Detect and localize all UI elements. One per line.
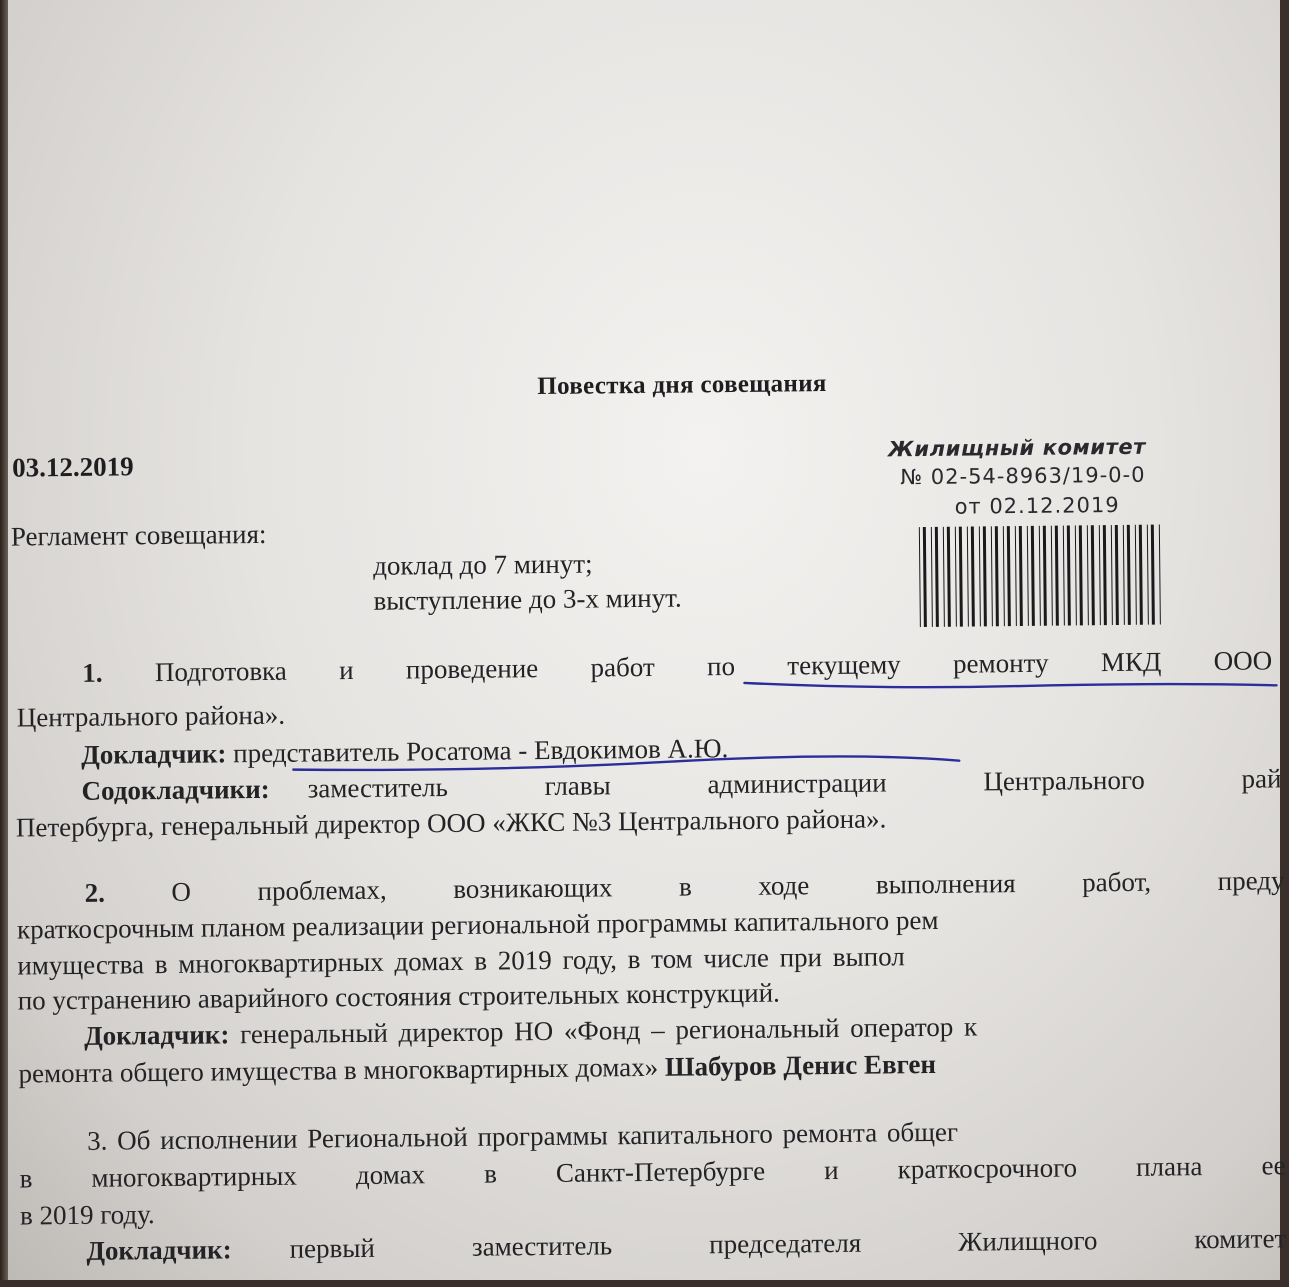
reporter-line2: ремонта общего имущества в многоквартирных домах» [18,1051,659,1089]
item2-reporter [84,1011,977,1051]
reglament-speech: выступление до 3-х минут. [373,582,682,616]
item2-line3: имущества в многоквартирных домах в 2019 году, в том числе при выпол [17,941,905,981]
word: Подготовка [154,655,287,688]
word: краткосрочного [897,1152,1078,1185]
word: проблемах, [257,874,387,907]
barcode-icon [917,525,1164,628]
word: Центрального [983,764,1145,797]
item2-line2: краткосрочным планом реализации региональной программы капитального рем [16,904,939,945]
item2-line4: по устранению аварийного состояния строительных конструкций. [17,977,780,1016]
word: заместитель [471,1230,613,1262]
word: возникающих [453,872,613,904]
word: домах [355,1159,426,1191]
item2-reporter-line2 [18,1049,936,1090]
word: и [823,1154,839,1186]
word: выполнения [875,868,1016,900]
reporter-label: Докладчик: [81,738,227,770]
word: работ [590,651,655,683]
word: работ, [1082,866,1152,898]
word: МКД [1100,646,1162,678]
word: рай [1241,763,1282,794]
word: первый [289,1232,376,1264]
word: и [338,655,354,686]
word: председателя [709,1227,862,1260]
stamp-organization: Жилищный комитет [887,434,1147,462]
word: в [678,871,692,902]
word: Жилищного [958,1225,1098,1257]
word: 2. [84,877,106,908]
reglament-report: доклад до 7 минут; [373,548,593,581]
meeting-date: 03.12.2019 [12,451,134,483]
word: проведение [405,653,539,685]
page-title: Повестка дня совещания [537,370,827,401]
word: заместитель [307,772,449,804]
reporter-label: Докладчик: [86,1234,232,1266]
stamp-number: № 02-54-8963/19-0-0 [900,462,1146,490]
word: комитет [1194,1223,1287,1255]
reporter-label: Докладчик: [83,1019,230,1051]
word: по [706,651,736,682]
item2-line1 [84,865,1284,909]
reporter-text: представитель Росатома - Евдокимов А.Ю. [233,733,729,769]
item1-coreporters-line2: Петербурга, генеральный директор ООО «ЖКС №3 Центрального района». [15,803,887,843]
word: Санкт-Петербурге [555,1155,766,1188]
word: ООО [1213,645,1273,676]
word: многоквартирных [91,1160,297,1193]
reporter-name: Шабуров Денис Евген [664,1048,937,1082]
reporter-text: генеральный директор НО «Фонд – региональный оператор к [239,1011,978,1050]
stamp-date: от 02.12.2019 [954,492,1120,519]
coreporters-label: Содокладчики: [81,773,270,806]
word: администрации [707,767,887,800]
item3-line3: в 2019 году. [19,1199,155,1231]
word: преду [1217,865,1285,896]
reglament-label: Регламент совещания: [10,518,267,552]
item1-line2: Центрального района». [16,699,286,733]
pen-underline-1 [740,663,1280,699]
item3-line2 [19,1150,1285,1194]
item3-reporter [86,1223,1286,1267]
word: ремонту [952,647,1049,679]
word: плана [1135,1151,1203,1182]
reporter-words [289,1223,1286,1264]
word: в [483,1158,498,1189]
word: О [171,876,192,907]
word: ходе [758,870,810,901]
word: текущему [787,649,901,681]
word: ее [1261,1150,1286,1181]
item3-line1: 3. Об исполнении Региональной программы капитального ремонта общег [87,1116,959,1156]
word: главы [544,770,611,802]
word: 1. [82,657,103,688]
word: в [19,1163,33,1194]
